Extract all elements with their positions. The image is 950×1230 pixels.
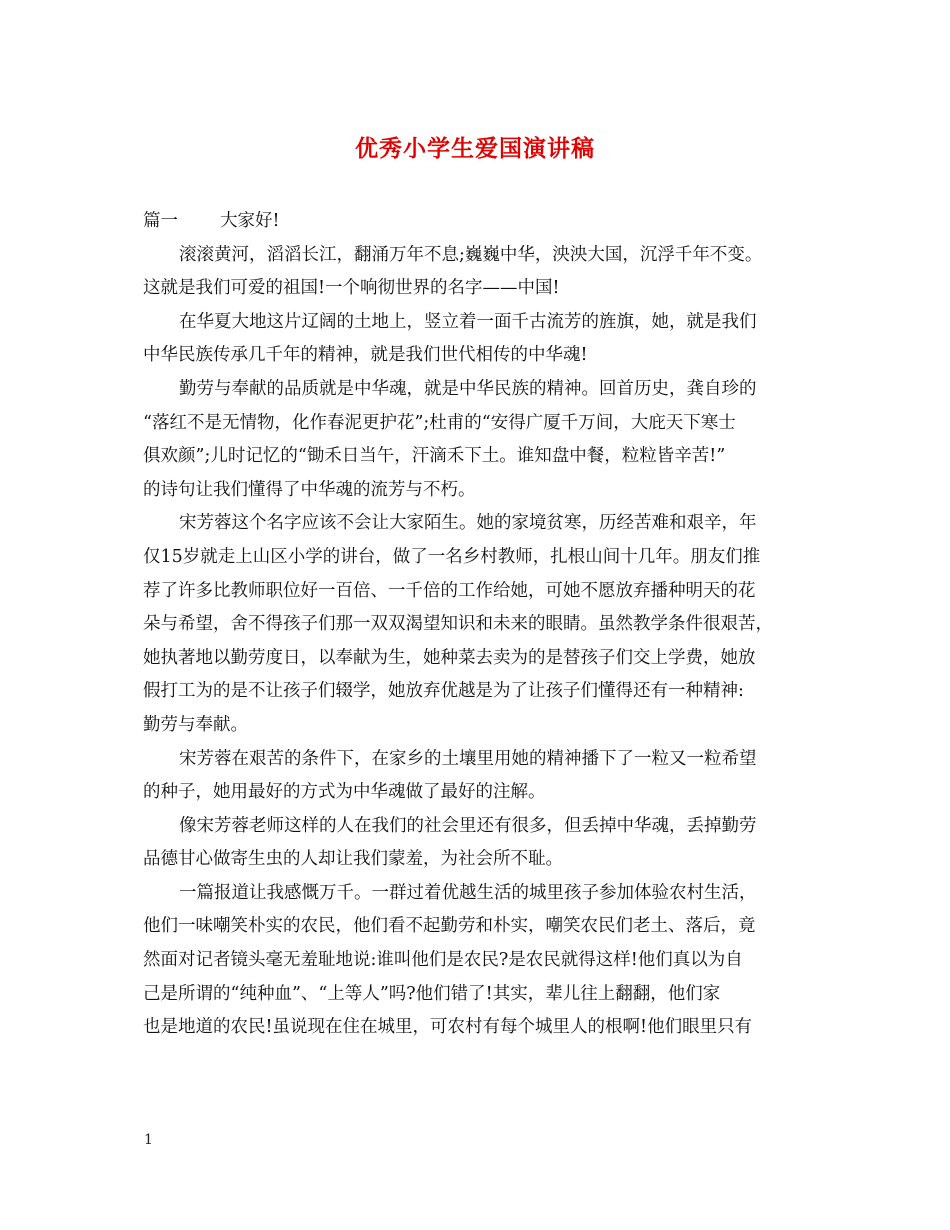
- body-line: 他们一味嘲笑朴实的农民，他们看不起勤劳和朴实，嘲笑农民们老土、落后，竟: [143, 916, 756, 937]
- body-line: 也是地道的农民!虽说现在住在城里，可农村有每个城里人的根啊!他们眼里只有: [143, 1017, 753, 1038]
- body-line: 仅15岁就走上山区小学的讲台，做了一名乡村教师，扎根山间十几年。朋友们推: [143, 546, 761, 567]
- body-line: 品德甘心做寄生虫的人却让我们蒙羞，为社会所不耻。: [143, 849, 563, 870]
- section-heading-line: [143, 205, 819, 239]
- body-line: 她执著地以勤劳度日，以奉献为生，她种菜去卖为的是替孩子们交上学费，她放: [143, 647, 756, 668]
- body-line: 一篇报道让我感慨万千。一群过着优越生活的城里孩子参加体验农村生活，: [179, 882, 757, 903]
- body-line: 的诗句让我们懂得了中华魂的流芳与不朽。: [143, 479, 476, 500]
- document-body: [143, 205, 819, 1045]
- body-line: 俱欢颜”;儿时记忆的“锄禾日当午，汗滴禾下土。谁知盘中餐，粒粒皆辛苦!”: [143, 446, 726, 467]
- body-line: 假打工为的是不让孩子们辍学，她放弃优越是为了让孩子们懂得还有一种精神:: [143, 681, 744, 702]
- body-line: 勤劳与奉献。: [143, 714, 248, 735]
- section-label: 篇一: [143, 211, 178, 231]
- body-line: 朵与希望，舍不得孩子们那一双双渴望知识和未来的眼睛。虽然教学条件很艰苦，: [143, 614, 773, 635]
- body-line: 然面对记者镜头毫无羞耻地说:谁叫他们是农民?是农民就得这样!他们真以为自: [143, 950, 743, 971]
- body-line: 像宋芳蓉老师这样的人在我们的社会里还有很多，但丢掉中华魂，丢掉勤劳: [179, 815, 757, 836]
- body-line: 荐了许多比教师职位好一百倍、一千倍的工作给她，可她不愿放弃播种明天的花: [143, 580, 756, 601]
- body-line: “落红不是无情物，化作春泥更护花”;杜甫的“安得广厦千万间，大庇天下寒士: [143, 412, 736, 433]
- body-line: 宋芳蓉在艰苦的条件下，在家乡的土壤里用她的精神播下了一粒又一粒希望: [179, 748, 757, 769]
- page-number: 1: [144, 1132, 153, 1148]
- body-line: 中华民族传承几千年的精神，就是我们世代相传的中华魂!: [143, 345, 588, 366]
- body-line: 己是所谓的“纯种血”、“上等人”吗?他们错了!其实，辈儿往上翻翻，他们家: [143, 983, 721, 1004]
- body-line: 这就是我们可爱的祖国!一个响彻世界的名字——中国!: [143, 278, 560, 299]
- document-title: 优秀小学生爱国演讲稿: [355, 135, 595, 162]
- body-line: 勤劳与奉献的品质就是中华魂，就是中华民族的精神。回首历史，龚自珍的: [179, 378, 757, 399]
- body-line: 滚滚黄河，滔滔长江，翻涌万年不息;巍巍中华，泱泱大国，沉浮千年不变。: [179, 244, 763, 265]
- body-line: 的种子，她用最好的方式为中华魂做了最好的注解。: [143, 782, 546, 803]
- body-line: 在华夏大地这片辽阔的土地上，竖立着一面千古流芳的旌旗，她，就是我们: [179, 311, 757, 332]
- greeting-text: 大家好!: [220, 211, 280, 231]
- body-line: 宋芳蓉这个名字应该不会让大家陌生。她的家境贫寒，历经苦难和艰辛，年: [179, 513, 757, 534]
